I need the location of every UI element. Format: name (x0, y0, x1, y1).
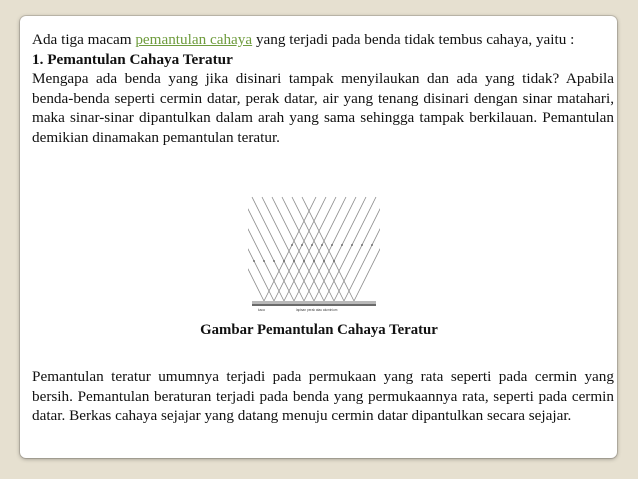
reflected-arrow-mark (311, 244, 313, 246)
mirror-glass (252, 301, 376, 304)
reflected-ray (324, 197, 376, 301)
incident-arrow-mark (323, 260, 325, 262)
reflected-ray (294, 197, 346, 301)
intro-prefix: Ada tiga macam (32, 31, 136, 48)
reflected-arrow-mark (291, 244, 293, 246)
incident-arrow-mark (313, 260, 315, 262)
incident-arrow-mark (273, 260, 275, 262)
incident-ray (272, 197, 324, 301)
light-rays (248, 197, 380, 301)
incident-ray (248, 197, 264, 301)
closing-block (32, 367, 614, 426)
reflected-arrow-mark (301, 244, 303, 246)
incident-arrow-mark (253, 260, 255, 262)
figure-caption: Gambar Pemantulan Cahaya Teratur (200, 322, 438, 338)
reflected-ray (314, 197, 366, 301)
incident-arrow-mark (333, 260, 335, 262)
silver-layer-label: lapisan perak atau aluminium (296, 308, 338, 312)
reflected-arrow-mark (341, 244, 343, 246)
intro-paragraph (32, 30, 614, 50)
section-body: Mengapa ada benda yang jika disinari tampak menyilaukan dan ada yang tidak? Apabila benda-benda seperti cermin datar, perak datar, air yang tenang disinari dengan sinar matahari, maka sinar-sinar dipantulkan dalam arah yang sama sehingga tampak berkilauan. Pemantulan demikian dinamakan pemantulan teratur. (32, 70, 614, 146)
intro-block (32, 30, 614, 147)
ray-arrows (248, 244, 380, 262)
reflected-arrow-mark (321, 244, 323, 246)
incident-ray (248, 197, 294, 301)
intro-suffix: yang terjadi pada benda tidak tembus cahaya, yaitu : (252, 31, 575, 48)
incident-arrow-mark (293, 260, 295, 262)
incident-arrow-mark (283, 260, 285, 262)
reflected-arrow-mark (371, 244, 373, 246)
reflected-arrow-mark (331, 244, 333, 246)
reflected-arrow-mark (351, 244, 353, 246)
incident-arrow-mark (303, 260, 305, 262)
closing-paragraph: Pemantulan teratur umumnya terjadi pada permukaan yang rata seperti pada cermin yang bersih. Pemantulan beraturan terjadi pada benda yang permukaannya rata, seperti pada cermin datar. Berkas cahaya sejajar yang datang menuju cermin datar dipantulkan secara sejajar. (32, 368, 614, 424)
section-heading: 1. Pemantulan Cahaya Teratur (32, 50, 233, 68)
reflection-diagram (248, 193, 380, 313)
reflected-ray (304, 197, 356, 301)
reflected-arrow-mark (361, 244, 363, 246)
mirror-silver-layer (252, 304, 376, 306)
incident-ray (262, 197, 314, 301)
reflected-ray (334, 197, 380, 301)
incident-arrow-mark (263, 260, 265, 262)
glass-label: kaca (258, 308, 265, 312)
pemantulan-cahaya-link[interactable]: pemantulan cahaya (135, 31, 253, 48)
incident-ray (252, 197, 304, 301)
